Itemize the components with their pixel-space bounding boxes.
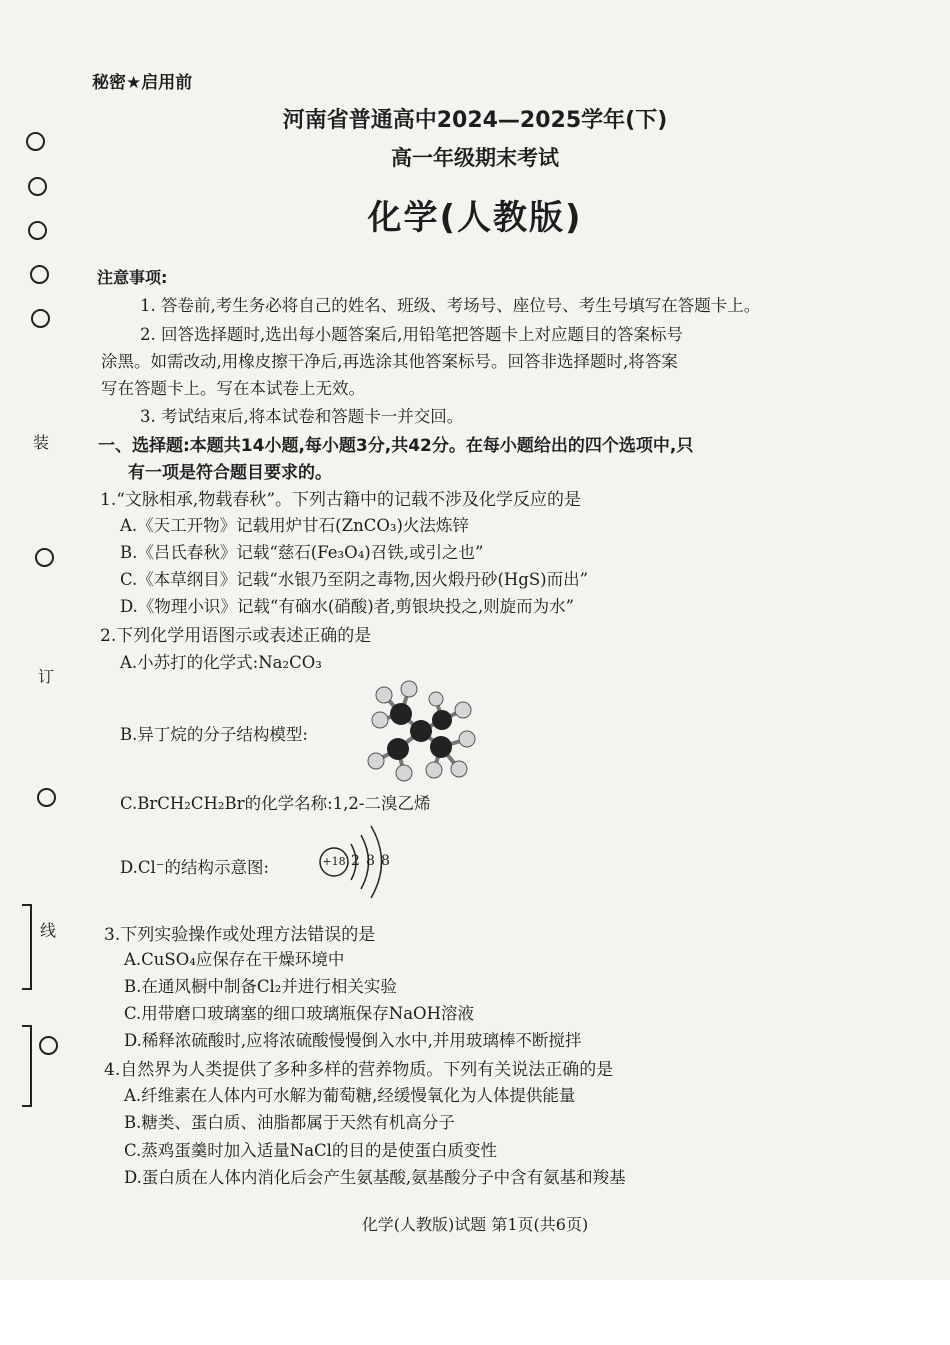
question-1-option-d: D.《物理小识》记载“有硇水(硝酸)者,剪银块投之,则旋而为水” — [120, 597, 575, 616]
notice-item-2-cont: 写在答题卡上。写在本试卷上无效。 — [101, 379, 365, 398]
shell-electrons-1: 2 — [351, 853, 360, 869]
exam-title: 河南省普通高中2024—2025学年(下) — [282, 108, 668, 133]
binding-hole-icon — [30, 265, 49, 284]
question-1-option-b: B.《吕氏春秋》记载“慈石(Fe₃O₄)召铁,或引之也” — [120, 543, 484, 562]
question-1-stem: 1.“文脉相承,物载春秋”。下列古籍中的记载不涉及化学反应的是 — [100, 490, 582, 510]
subject-title: 化学(人教版) — [367, 198, 583, 238]
page-footer: 化学(人教版)试题 第1页(共6页) — [361, 1215, 589, 1234]
question-3-option-c: C.用带磨口玻璃塞的细口玻璃瓶保存NaOH溶液 — [124, 1004, 474, 1023]
question-3-option-d: D.稀释浓硫酸时,应将浓硫酸慢慢倒入水中,并用玻璃棒不断搅拌 — [124, 1031, 582, 1050]
margin-label-ding: 订 — [38, 667, 55, 686]
notice-item-1: 1. 答卷前,考生务必将自己的姓名、班级、考场号、座位号、考生号填写在答题卡上。 — [140, 296, 761, 315]
notice-heading: 注意事项: — [97, 268, 168, 287]
notice-item-2-cont: 涂黑。如需改动,用橡皮擦干净后,再选涂其他答案标号。回答非选择题时,将答案 — [101, 352, 678, 371]
shell-electrons-2: 8 — [366, 853, 375, 869]
binding-hole-icon — [31, 309, 50, 328]
binding-hole-icon — [39, 1036, 58, 1055]
question-4-option-d: D.蛋白质在人体内消化后会产生氨基酸,氨基酸分子中含有氨基和羧基 — [124, 1168, 626, 1187]
question-4-stem: 4.自然界为人类提供了多种多样的营养物质。下列有关说法正确的是 — [104, 1060, 614, 1080]
section-heading-cont: 有一项是符合题目要求的。 — [128, 463, 332, 483]
nucleus-charge: +18 — [322, 855, 346, 868]
question-4-option-b: B.糖类、蛋白质、油脂都属于天然有机高分子 — [124, 1113, 455, 1132]
margin-bracket — [22, 904, 32, 990]
binding-hole-icon — [35, 548, 54, 567]
question-4-option-c: C.蒸鸡蛋羹时加入适量NaCl的目的是使蛋白质变性 — [124, 1141, 497, 1160]
question-1-option-a: A.《天工开物》记载用炉甘石(ZnCO₃)火法炼锌 — [120, 516, 469, 535]
isobutane-model-icon — [364, 675, 484, 785]
question-3-stem: 3.下列实验操作或处理方法错误的是 — [104, 925, 376, 945]
question-2-option-a: A.小苏打的化学式:Na₂CO₃ — [120, 653, 322, 672]
question-2-option-d: D.Cl⁻的结构示意图: — [120, 858, 270, 877]
notice-item-3: 3. 考试结束后,将本试卷和答题卡一并交回。 — [140, 407, 464, 426]
question-4-option-a: A.纤维素在人体内可水解为葡萄糖,经缓慢氧化为人体提供能量 — [124, 1086, 576, 1105]
exam-subtitle: 高一年级期末考试 — [391, 146, 559, 170]
binding-hole-icon — [37, 788, 56, 807]
margin-bracket — [22, 1025, 32, 1107]
notice-item-2: 2. 回答选择题时,选出每小题答案后,用铅笔把答题卡上对应题目的答案标号 — [140, 325, 683, 344]
question-3-option-a: A.CuSO₄应保存在干燥环境中 — [124, 950, 345, 969]
question-1-option-c: C.《本草纲目》记载“水银乃至阴之毒物,因火煅丹砂(HgS)而出” — [120, 570, 589, 589]
margin-label-xian: 线 — [40, 921, 57, 940]
question-2-option-c: C.BrCH₂CH₂Br的化学名称:1,2-二溴乙烯 — [120, 794, 431, 813]
question-2-option-b: B.异丁烷的分子结构模型: — [120, 725, 308, 744]
section-heading: 一、选择题:本题共14小题,每小题3分,共42分。在每小题给出的四个选项中,只 — [98, 436, 694, 456]
shell-electrons-3: 8 — [381, 853, 390, 869]
margin-label-zhuang: 装 — [33, 433, 50, 452]
question-2-stem: 2.下列化学用语图示或表述正确的是 — [100, 626, 372, 646]
confidential-label: 秘密★启用前 — [92, 73, 193, 93]
question-3-option-b: B.在通风橱中制备Cl₂并进行相关实验 — [124, 977, 397, 996]
